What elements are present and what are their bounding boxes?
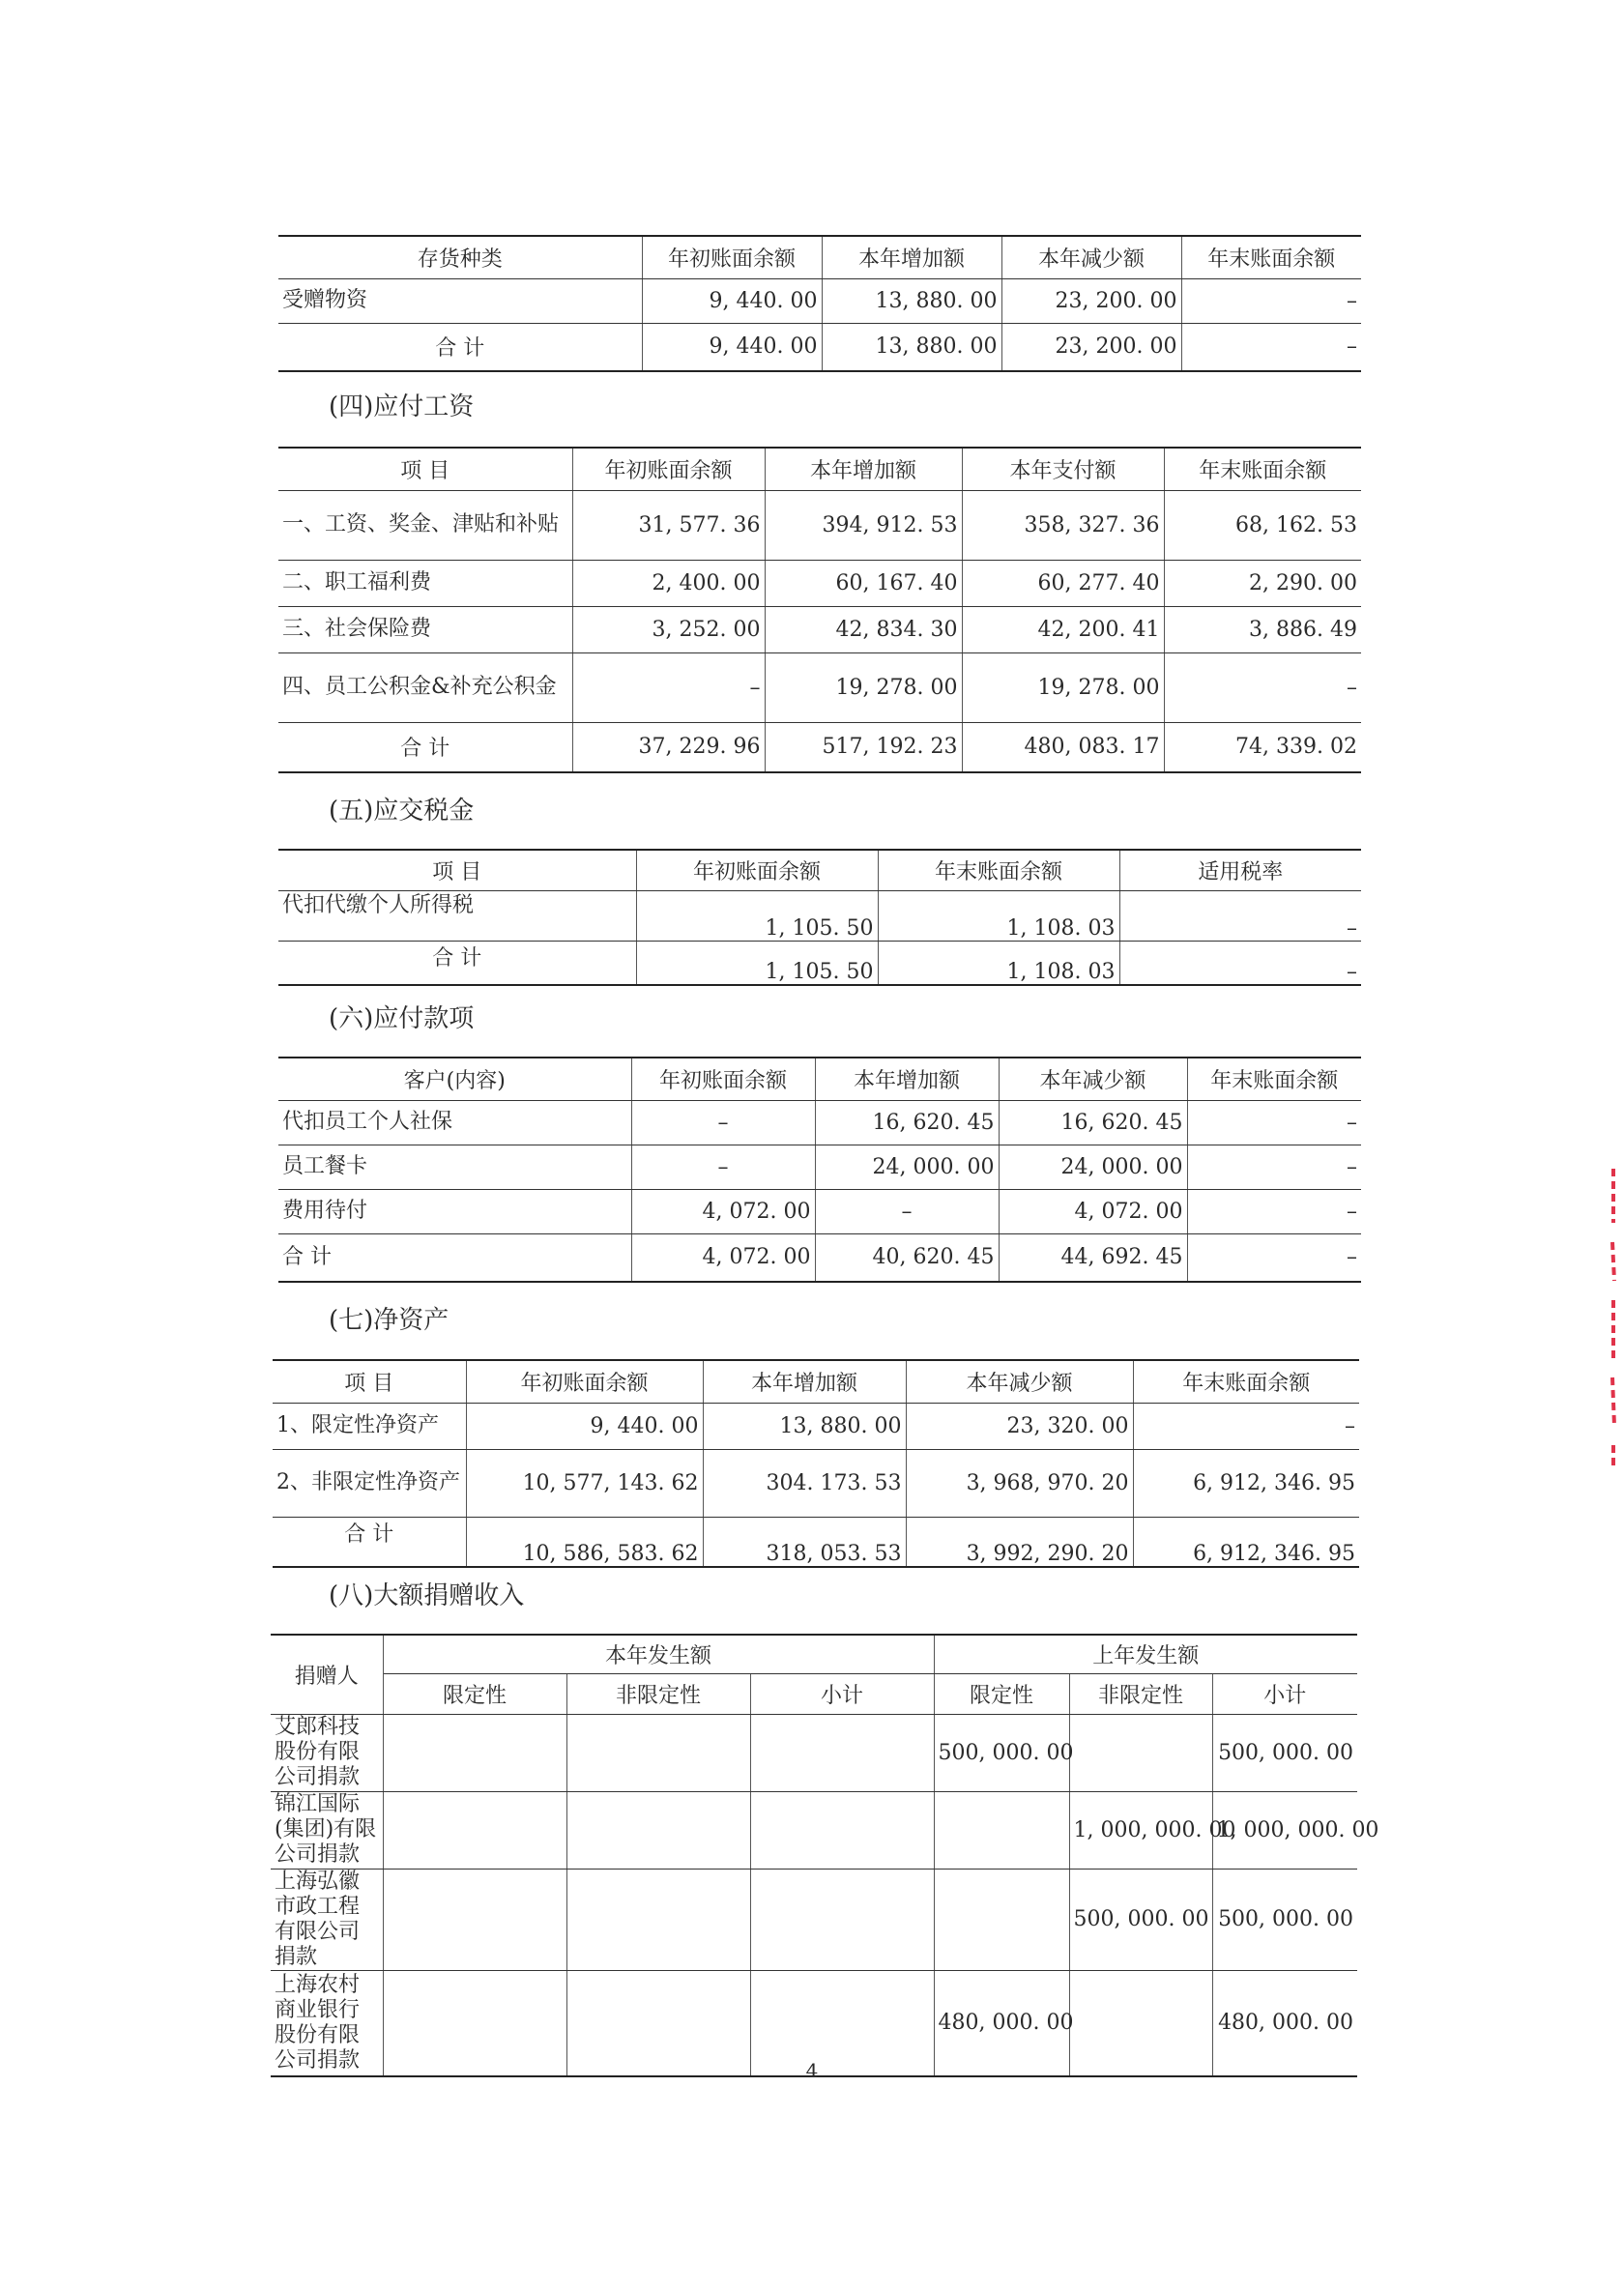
cell: – xyxy=(572,652,765,722)
column-header: 项 目 xyxy=(273,1360,466,1403)
table-row xyxy=(271,1869,1357,1970)
cell xyxy=(383,1714,566,1791)
row-label: 上海农村商业银行股份有限公司捐款 xyxy=(271,1970,383,2076)
cell: 1, 105. 50 xyxy=(636,941,878,985)
donations-table xyxy=(271,1634,1379,2077)
cell: – xyxy=(815,1189,999,1233)
table-subheader-row xyxy=(271,1673,1357,1714)
seal-stroke xyxy=(1612,1169,1614,1470)
cell: 3, 886. 49 xyxy=(1164,606,1361,652)
taxes-table xyxy=(278,849,1361,986)
cell: 4, 072. 00 xyxy=(999,1189,1187,1233)
row-label: 合 计 xyxy=(273,1517,466,1567)
last-year-header: 上年发生额 xyxy=(934,1635,1357,1673)
column-header: 本年增加额 xyxy=(822,236,1001,278)
column-header: 年末账面余额 xyxy=(878,850,1119,890)
cell: 480, 000. 00 xyxy=(934,1970,1069,2076)
section-title-taxes: (五)应交税金 xyxy=(329,797,475,826)
cell: 19, 278. 00 xyxy=(962,652,1164,722)
column-header: 存货种类 xyxy=(278,236,642,278)
cell xyxy=(750,1714,934,1791)
column-header: 年末账面余额 xyxy=(1164,448,1361,490)
table-row xyxy=(278,606,1361,652)
cell: 42, 834. 30 xyxy=(765,606,962,652)
row-label: 三、社会保险费 xyxy=(278,606,572,652)
cell xyxy=(750,1869,934,1970)
cell xyxy=(750,1791,934,1869)
table-header-row xyxy=(273,1360,1359,1403)
cell: 13, 880. 00 xyxy=(822,323,1001,371)
cell: 1, 108. 03 xyxy=(878,890,1119,941)
cell: 16, 620. 45 xyxy=(815,1100,999,1145)
row-label: 代扣员工个人社保 xyxy=(278,1100,631,1145)
table-row xyxy=(278,890,1361,941)
net-assets-table xyxy=(273,1359,1359,1568)
column-header: 年初账面余额 xyxy=(642,236,822,278)
cell: 318, 053. 53 xyxy=(703,1517,906,1567)
cell: 2, 400. 00 xyxy=(572,560,765,606)
column-header: 小计 xyxy=(1212,1673,1357,1714)
cell: 10, 577, 143. 62 xyxy=(466,1449,703,1517)
cell: 480, 083. 17 xyxy=(962,722,1164,772)
cell xyxy=(566,1714,750,1791)
table-row xyxy=(278,1145,1361,1189)
row-label: 员工餐卡 xyxy=(278,1145,631,1189)
row-label: 一、工资、奖金、津贴和补贴 xyxy=(278,490,572,560)
column-header: 年初账面余额 xyxy=(636,850,878,890)
row-label: 艾郎科技股份有限公司捐款 xyxy=(271,1714,383,1791)
cell: 24, 000. 00 xyxy=(999,1145,1187,1189)
cell: 4, 072. 00 xyxy=(631,1189,815,1233)
cell: 60, 167. 40 xyxy=(765,560,962,606)
table-row xyxy=(271,1791,1357,1869)
column-header: 限定性 xyxy=(383,1673,566,1714)
column-header: 限定性 xyxy=(934,1673,1069,1714)
column-header: 适用税率 xyxy=(1119,850,1361,890)
column-header: 客户(内容) xyxy=(278,1058,631,1100)
row-label: 锦江国际(集团)有限公司捐款 xyxy=(271,1791,383,1869)
cell: 74, 339. 02 xyxy=(1164,722,1361,772)
cell: 13, 880. 00 xyxy=(822,278,1001,323)
table-header-row xyxy=(278,236,1361,278)
cell: 1, 000, 000. 00 xyxy=(1212,1791,1357,1869)
column-header: 年末账面余额 xyxy=(1181,236,1361,278)
row-label: 受赠物资 xyxy=(278,278,642,323)
row-label: 2、非限定性净资产 xyxy=(273,1449,466,1517)
table-row xyxy=(271,1714,1357,1791)
cell: 1, 108. 03 xyxy=(878,941,1119,985)
cell: 68, 162. 53 xyxy=(1164,490,1361,560)
payables-table xyxy=(278,1057,1361,1283)
table-row-total xyxy=(278,323,1361,371)
cell: 500, 000. 00 xyxy=(1069,1869,1212,1970)
donor-header: 捐赠人 xyxy=(271,1635,383,1714)
table-row xyxy=(273,1449,1359,1517)
column-header: 本年减少额 xyxy=(1001,236,1181,278)
cell: 3, 968, 970. 20 xyxy=(906,1449,1133,1517)
cell: 23, 200. 00 xyxy=(1001,323,1181,371)
column-header: 年初账面余额 xyxy=(631,1058,815,1100)
column-header: 本年增加额 xyxy=(703,1360,906,1403)
row-label: 费用待付 xyxy=(278,1189,631,1233)
cell: 500, 000. 00 xyxy=(1212,1714,1357,1791)
section-title-payables: (六)应付款项 xyxy=(329,1004,475,1033)
table-row xyxy=(273,1403,1359,1449)
payroll-table xyxy=(278,447,1361,773)
table-header-row xyxy=(278,1058,1361,1100)
table-row xyxy=(278,560,1361,606)
cell: 16, 620. 45 xyxy=(999,1100,1187,1145)
column-header: 项 目 xyxy=(278,850,636,890)
table-row-total xyxy=(278,1233,1361,1282)
cell: 4, 072. 00 xyxy=(631,1233,815,1282)
table-header-row xyxy=(278,850,1361,890)
table-row xyxy=(278,1100,1361,1145)
column-header: 非限定性 xyxy=(1069,1673,1212,1714)
seal-stamp-fragment xyxy=(1609,1165,1618,1474)
cell: 1, 000, 000. 00 xyxy=(1069,1791,1212,1869)
cell: 24, 000. 00 xyxy=(815,1145,999,1189)
cell: – xyxy=(1181,278,1361,323)
section-title-donations: (八)大额捐赠收入 xyxy=(329,1581,525,1610)
cell xyxy=(383,1869,566,1970)
cell: 394, 912. 53 xyxy=(765,490,962,560)
row-label: 代扣代缴个人所得税 xyxy=(278,890,636,941)
cell: – xyxy=(1181,323,1361,371)
this-year-header: 本年发生额 xyxy=(383,1635,934,1673)
cell: – xyxy=(631,1100,815,1145)
column-header: 本年增加额 xyxy=(815,1058,999,1100)
cell: 480, 000. 00 xyxy=(1212,1970,1357,2076)
cell: 517, 192. 23 xyxy=(765,722,962,772)
cell: 358, 327. 36 xyxy=(962,490,1164,560)
cell: – xyxy=(1164,652,1361,722)
cell: 2, 290. 00 xyxy=(1164,560,1361,606)
row-label: 合 计 xyxy=(278,1233,631,1282)
table-header-row xyxy=(278,448,1361,490)
column-header: 本年减少额 xyxy=(999,1058,1187,1100)
column-header: 非限定性 xyxy=(566,1673,750,1714)
inventory-table xyxy=(278,235,1361,372)
row-label: 上海弘徽市政工程有限公司捐款 xyxy=(271,1869,383,1970)
column-header: 年末账面余额 xyxy=(1187,1058,1361,1100)
column-header: 项 目 xyxy=(278,448,572,490)
cell: 3, 252. 00 xyxy=(572,606,765,652)
cell: 304. 173. 53 xyxy=(703,1449,906,1517)
cell: – xyxy=(631,1145,815,1189)
row-label: 二、职工福利费 xyxy=(278,560,572,606)
row-label: 合 计 xyxy=(278,941,636,985)
cell: 23, 320. 00 xyxy=(906,1403,1133,1449)
column-header: 年初账面余额 xyxy=(466,1360,703,1403)
cell xyxy=(934,1869,1069,1970)
cell: 9, 440. 00 xyxy=(466,1403,703,1449)
table-row-total xyxy=(278,941,1361,985)
cell: – xyxy=(1187,1145,1361,1189)
cell: – xyxy=(1187,1233,1361,1282)
table-row xyxy=(278,1189,1361,1233)
cell: 19, 278. 00 xyxy=(765,652,962,722)
cell: – xyxy=(1119,890,1361,941)
cell: 500, 000. 00 xyxy=(934,1714,1069,1791)
column-header: 小计 xyxy=(750,1673,934,1714)
cell: – xyxy=(1187,1100,1361,1145)
cell: – xyxy=(1119,941,1361,985)
row-label: 四、员工公积金&补充公积金 xyxy=(278,652,572,722)
column-header: 年末账面余额 xyxy=(1133,1360,1359,1403)
row-label: 1、限定性净资产 xyxy=(273,1403,466,1449)
cell xyxy=(1069,1714,1212,1791)
cell: 40, 620. 45 xyxy=(815,1233,999,1282)
cell: 500, 000. 00 xyxy=(1212,1869,1357,1970)
table-header-row xyxy=(271,1635,1357,1673)
table-row xyxy=(278,652,1361,722)
cell: 31, 577. 36 xyxy=(572,490,765,560)
cell: 9, 440. 00 xyxy=(642,278,822,323)
column-header: 年初账面余额 xyxy=(572,448,765,490)
cell: 3, 992, 290. 20 xyxy=(906,1517,1133,1567)
row-label: 合 计 xyxy=(278,323,642,371)
cell xyxy=(566,1791,750,1869)
section-title-payroll: (四)应付工资 xyxy=(329,392,475,421)
cell: 37, 229. 96 xyxy=(572,722,765,772)
table-row-total xyxy=(273,1517,1359,1567)
row-label: 合 计 xyxy=(278,722,572,772)
cell: 23, 200. 00 xyxy=(1001,278,1181,323)
cell: – xyxy=(1187,1189,1361,1233)
cell xyxy=(566,1869,750,1970)
cell xyxy=(383,1791,566,1869)
cell: – xyxy=(1133,1403,1359,1449)
cell: 60, 277. 40 xyxy=(962,560,1164,606)
cell: 42, 200. 41 xyxy=(962,606,1164,652)
table-row xyxy=(278,278,1361,323)
column-header: 本年减少额 xyxy=(906,1360,1133,1403)
page-number: 4 xyxy=(805,2059,819,2082)
cell: 13, 880. 00 xyxy=(703,1403,906,1449)
cell: 44, 692. 45 xyxy=(999,1233,1187,1282)
column-header: 本年支付额 xyxy=(962,448,1164,490)
table-row xyxy=(278,490,1361,560)
table-row-total xyxy=(278,722,1361,772)
cell xyxy=(934,1791,1069,1869)
column-header: 本年增加额 xyxy=(765,448,962,490)
cell: 1, 105. 50 xyxy=(636,890,878,941)
cell: 10, 586, 583. 62 xyxy=(466,1517,703,1567)
section-title-net-assets: (七)净资产 xyxy=(329,1306,450,1335)
cell: 6, 912, 346. 95 xyxy=(1133,1517,1359,1567)
cell: 9, 440. 00 xyxy=(642,323,822,371)
cell: 6, 912, 346. 95 xyxy=(1133,1449,1359,1517)
